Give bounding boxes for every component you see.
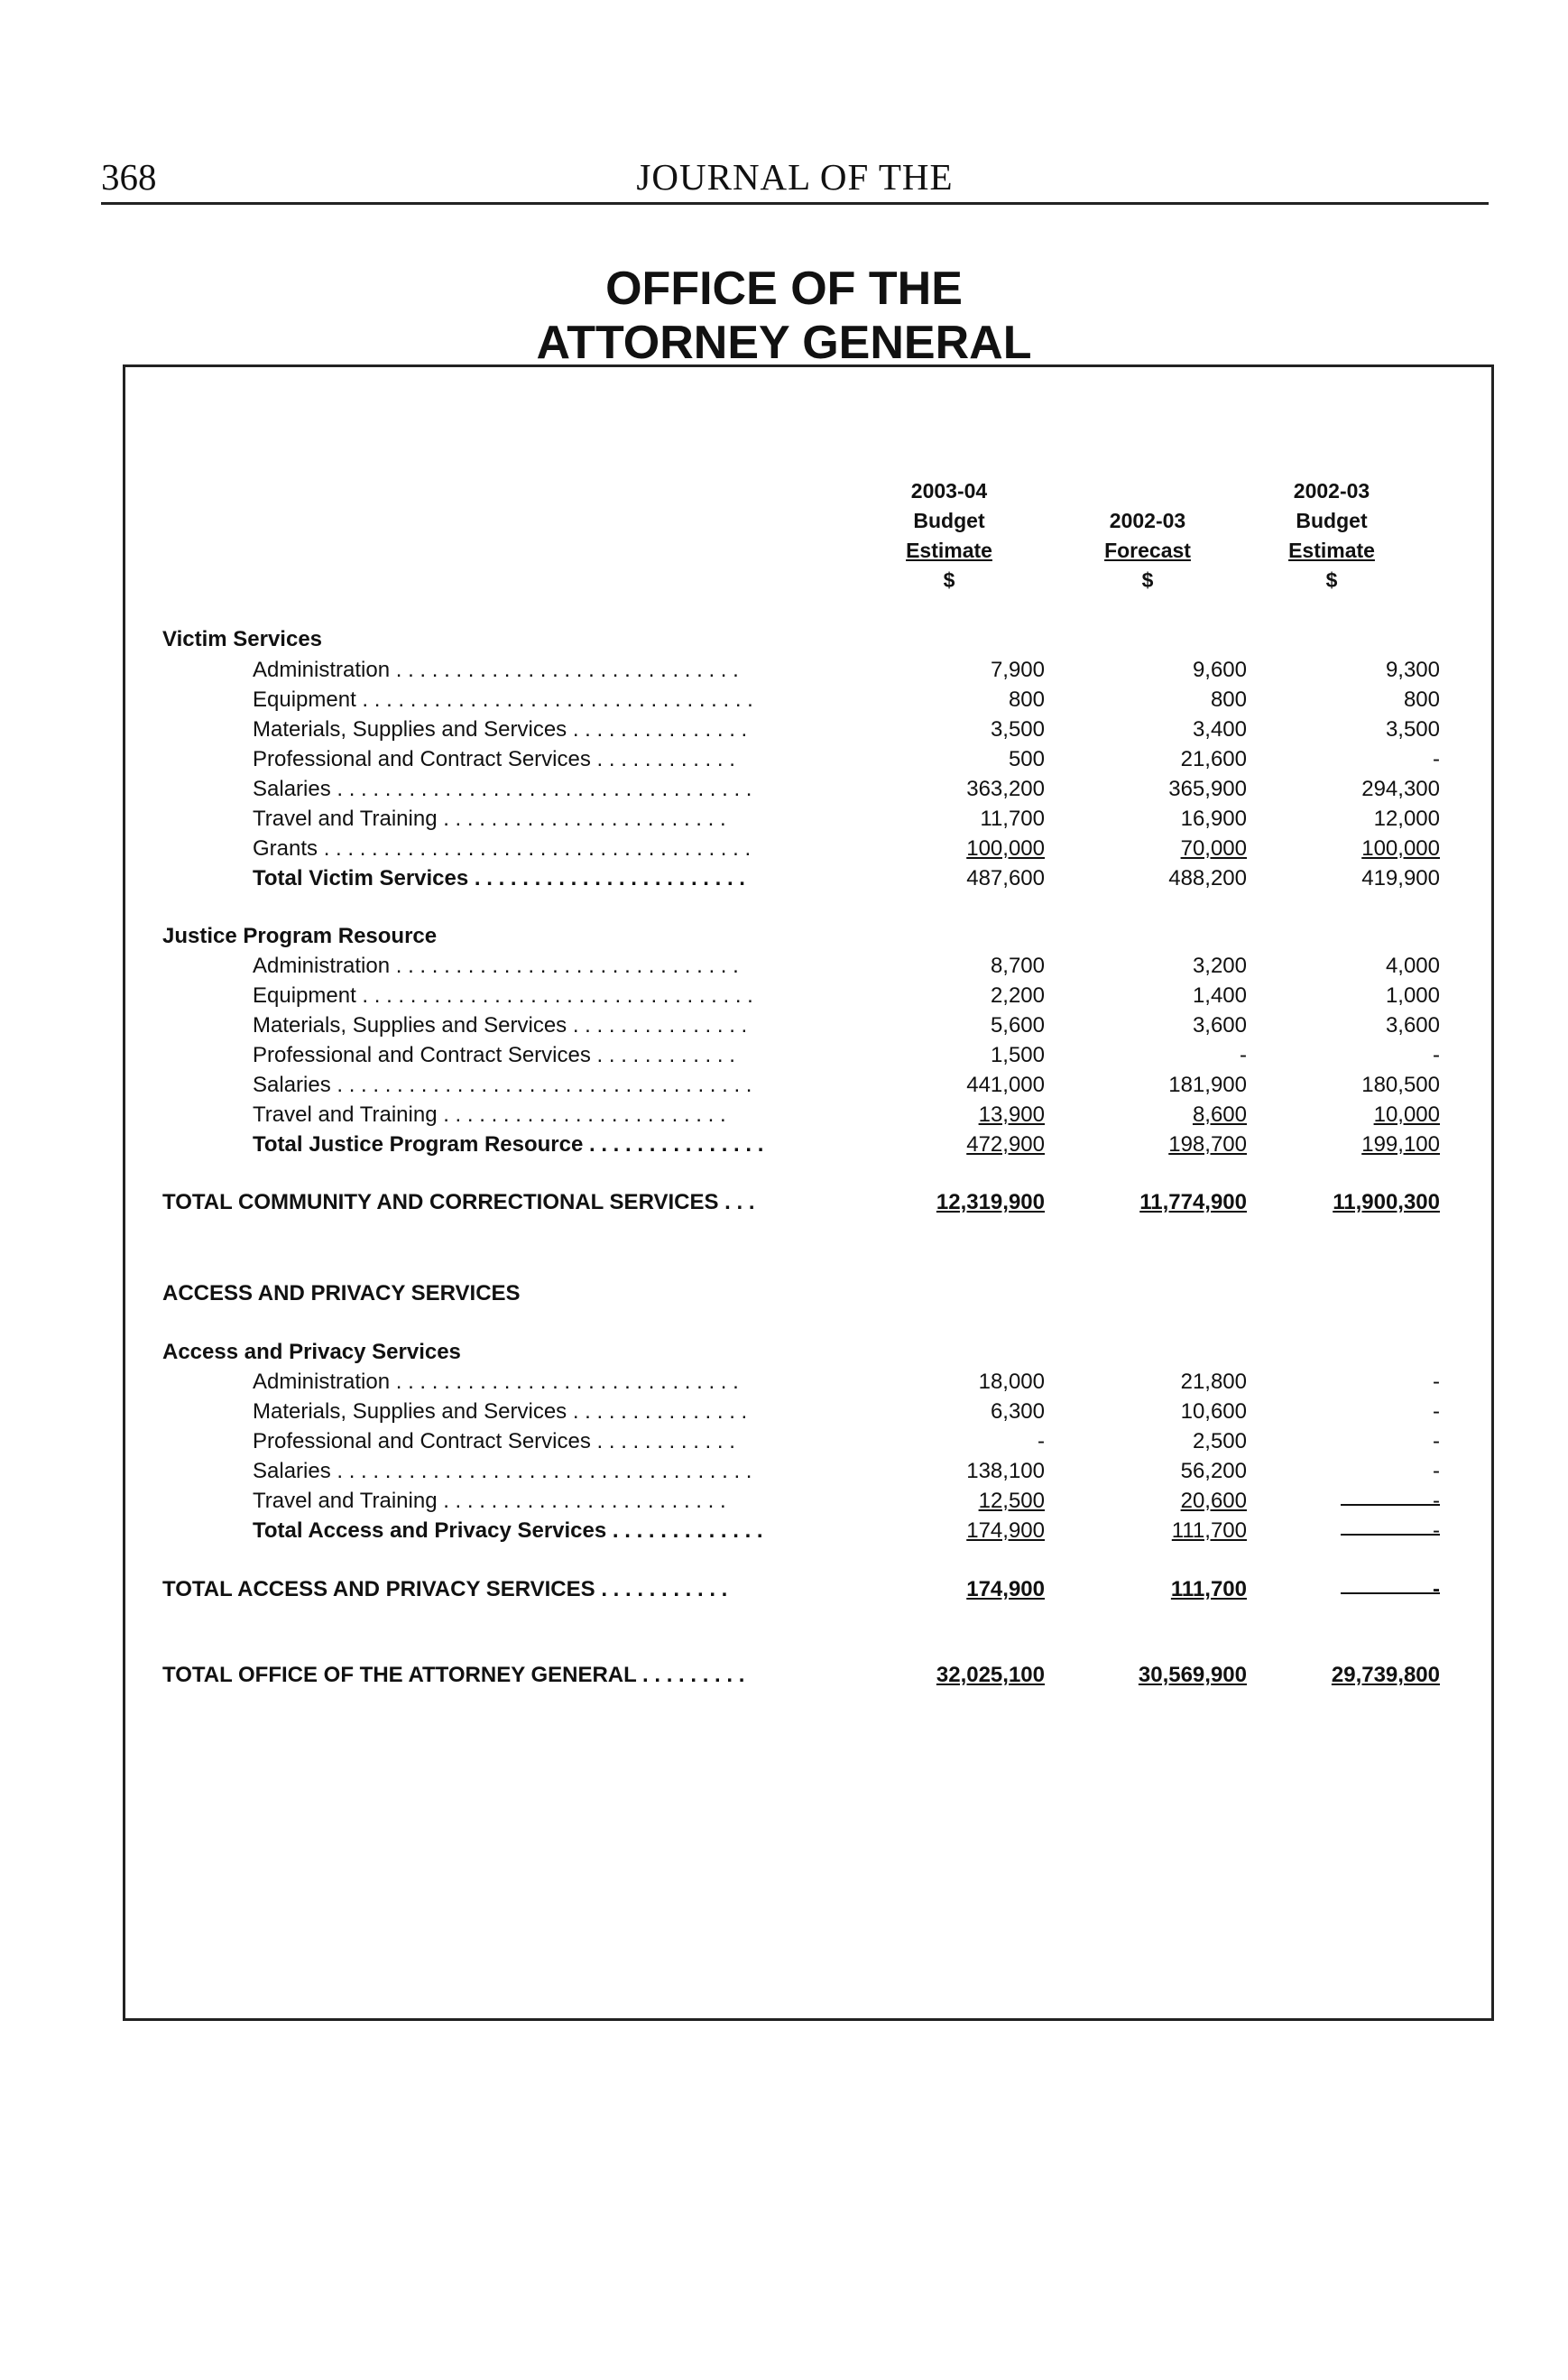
row-value: 56,200 — [1180, 1459, 1247, 1483]
row-value-text: - — [1433, 1489, 1440, 1513]
row-value: 441,000 — [966, 1073, 1045, 1097]
row-value: 199,100 — [1361, 1132, 1440, 1157]
table-row — [0, 1397, 1568, 1426]
row-label: Materials, Supplies and Services . . . . . . . . . . . . . . . — [253, 717, 748, 742]
row-label: Administration . . . . . . . . . . . . . . . . . . . . . . . . . . . . . — [253, 954, 739, 978]
row-value: - — [1433, 1399, 1440, 1424]
office-title-line1: OFFICE OF THE — [605, 263, 963, 315]
row-value: 419,900 — [1361, 866, 1440, 890]
row-label: Justice Program Resource — [162, 924, 438, 948]
row-value: 363,200 — [966, 777, 1045, 801]
table-row — [0, 804, 1568, 834]
table-row — [0, 834, 1568, 863]
column-header-line1: 2002-03 — [1293, 479, 1370, 503]
row-value: 7,900 — [990, 658, 1045, 682]
row-value: 9,600 — [1192, 658, 1247, 682]
row-value: 5,600 — [990, 1013, 1045, 1038]
row-label: Materials, Supplies and Services . . . . . . . . . . . . . . . — [253, 1013, 748, 1038]
table-row — [0, 1070, 1568, 1100]
table-row — [0, 921, 1568, 951]
row-label: Travel and Training . . . . . . . . . . . . . . . . . . . . . . . . — [253, 1489, 726, 1513]
page-number: 368 — [101, 156, 157, 198]
row-value: 500 — [1008, 747, 1045, 771]
table-row — [0, 1516, 1568, 1545]
row-value: 11,700 — [980, 807, 1045, 831]
row-value: 21,600 — [1180, 747, 1247, 771]
row-value: 100,000 — [966, 836, 1045, 861]
row-value: 488,200 — [1168, 866, 1247, 890]
row-value: 9,300 — [1385, 658, 1440, 682]
row-value: - — [1038, 1429, 1045, 1453]
row-label: TOTAL COMMUNITY AND CORRECTIONAL SERVICES . . . — [162, 1190, 755, 1214]
row-label: Salaries . . . . . . . . . . . . . . . . . . . . . . . . . . . . . . . . . . . — [253, 1073, 752, 1097]
table-row — [0, 624, 1568, 654]
table-row — [0, 1660, 1568, 1690]
column-header-line2: Budget — [913, 509, 985, 532]
row-value: 3,600 — [1192, 1013, 1247, 1038]
table-row — [0, 744, 1568, 774]
column-header — [1223, 476, 1440, 595]
row-label: TOTAL ACCESS AND PRIVACY SERVICES . . . . . . . . . . . — [162, 1577, 728, 1601]
row-value: - — [1433, 1429, 1440, 1453]
row-value: 111,700 — [1170, 1577, 1247, 1601]
row-label: Administration . . . . . . . . . . . . . . . . . . . . . . . . . . . . . — [253, 658, 739, 682]
table-row — [0, 655, 1568, 685]
row-value: 3,200 — [1192, 954, 1247, 978]
row-value: 198,700 — [1168, 1132, 1247, 1157]
table-row — [0, 1456, 1568, 1486]
page-header — [101, 153, 1489, 205]
column-header — [841, 476, 1057, 595]
column-header-line3: Estimate — [906, 539, 992, 562]
table-row — [0, 774, 1568, 804]
row-value: 70,000 — [1180, 836, 1247, 861]
row-value: 16,900 — [1180, 807, 1247, 831]
office-title-line2: ATTORNEY GENERAL — [536, 317, 1032, 369]
row-value: 12,500 — [978, 1489, 1045, 1513]
row-value: 174,900 — [966, 1518, 1045, 1543]
row-value: 111,700 — [1171, 1518, 1247, 1543]
row-value — [1241, 1486, 1440, 1516]
row-label: TOTAL OFFICE OF THE ATTORNEY GENERAL . . . . . . . . . — [162, 1663, 745, 1687]
row-label: Grants . . . . . . . . . . . . . . . . . . . . . . . . . . . . . . . . . . . . — [253, 836, 752, 861]
row-value: - — [1433, 1370, 1440, 1394]
row-label: Travel and Training . . . . . . . . . . . . . . . . . . . . . . . . — [253, 807, 726, 831]
row-value — [1241, 1574, 1440, 1604]
row-value: 29,739,800 — [1331, 1663, 1440, 1687]
column-header-line2: 2002-03 — [1109, 509, 1186, 532]
row-value: 3,600 — [1385, 1013, 1440, 1038]
table-row — [0, 1486, 1568, 1516]
row-value: 20,600 — [1180, 1489, 1247, 1513]
row-label: Access and Privacy Services — [162, 1340, 461, 1364]
row-value: 3,500 — [1385, 717, 1440, 742]
table-row — [0, 863, 1568, 893]
row-value: 3,500 — [990, 717, 1045, 742]
row-value: 365,900 — [1168, 777, 1247, 801]
table-row — [0, 951, 1568, 981]
row-value — [1241, 1516, 1440, 1545]
row-label: Professional and Contract Services . . . . . . . . . . . . — [253, 1429, 735, 1453]
row-value: - — [1240, 1043, 1247, 1067]
row-label: Total Victim Services . . . . . . . . . . . . . . . . . . . . . . . — [253, 866, 745, 890]
row-value: 30,569,900 — [1138, 1663, 1247, 1687]
row-value: 294,300 — [1361, 777, 1440, 801]
row-value: 100,000 — [1361, 836, 1440, 861]
row-value: 4,000 — [1385, 954, 1440, 978]
row-value: 6,300 — [990, 1399, 1045, 1424]
table-row — [0, 1278, 1568, 1308]
row-value: 472,900 — [966, 1132, 1045, 1157]
row-label: Total Justice Program Resource . . . . . . . . . . . . . . . — [253, 1132, 764, 1157]
column-header-line3: Estimate — [1288, 539, 1375, 562]
row-label: Equipment . . . . . . . . . . . . . . . . . . . . . . . . . . . . . . . . . — [253, 687, 753, 712]
column-header-line1: 2003-04 — [910, 479, 988, 503]
table-row — [0, 981, 1568, 1010]
table-row — [0, 715, 1568, 744]
row-label: Equipment . . . . . . . . . . . . . . . . . . . . . . . . . . . . . . . . . — [253, 983, 753, 1008]
row-value: 138,100 — [966, 1459, 1045, 1483]
row-label: Salaries . . . . . . . . . . . . . . . . . . . . . . . . . . . . . . . . . . . — [253, 777, 752, 801]
row-label: ACCESS AND PRIVACY SERVICES — [162, 1281, 521, 1305]
row-value: 12,000 — [1373, 807, 1440, 831]
row-value: 18,000 — [978, 1370, 1045, 1394]
row-value: 800 — [1403, 687, 1440, 712]
journal-title: JOURNAL OF THE — [636, 156, 954, 198]
row-label: Travel and Training . . . . . . . . . . . . . . . . . . . . . . . . — [253, 1102, 726, 1127]
column-header-line3: Forecast — [1104, 539, 1191, 562]
row-value: 800 — [1008, 687, 1045, 712]
row-value: 1,000 — [1385, 983, 1440, 1008]
row-label: Total Access and Privacy Services . . . . . . . . . . . . . — [253, 1518, 763, 1543]
row-value: 8,600 — [1192, 1102, 1247, 1127]
table-row — [0, 1574, 1568, 1604]
row-value: 8,700 — [990, 954, 1045, 978]
row-value: 3,400 — [1192, 717, 1247, 742]
row-label: Professional and Contract Services . . . . . . . . . . . . — [253, 747, 735, 771]
row-value: 13,900 — [978, 1102, 1045, 1127]
row-label: Materials, Supplies and Services . . . . . . . . . . . . . . . — [253, 1399, 748, 1424]
column-header-line2: Budget — [1296, 509, 1368, 532]
table-row — [0, 1100, 1568, 1130]
row-value: 174,900 — [966, 1577, 1045, 1601]
row-value: 487,600 — [966, 866, 1045, 890]
table-row — [0, 1130, 1568, 1159]
row-value: 1,400 — [1192, 983, 1247, 1008]
table-row — [0, 1010, 1568, 1040]
table-row — [0, 1426, 1568, 1456]
row-value: 12,319,900 — [936, 1190, 1045, 1214]
row-label: Professional and Contract Services . . . . . . . . . . . . — [253, 1043, 735, 1067]
row-value: - — [1433, 1043, 1440, 1067]
row-value: 21,800 — [1180, 1370, 1247, 1394]
row-value: 32,025,100 — [936, 1663, 1045, 1687]
row-value-text: - — [1433, 1518, 1440, 1543]
row-value: 2,500 — [1192, 1429, 1247, 1453]
column-header-unit: $ — [943, 568, 955, 592]
row-value: 10,600 — [1180, 1399, 1247, 1424]
table-row — [0, 1040, 1568, 1070]
row-value: 11,900,300 — [1333, 1190, 1440, 1214]
column-header-unit: $ — [1141, 568, 1154, 592]
row-value: - — [1433, 1459, 1440, 1483]
row-value: 2,200 — [990, 983, 1045, 1008]
row-label: Administration . . . . . . . . . . . . . . . . . . . . . . . . . . . . . — [253, 1370, 739, 1394]
row-value: 181,900 — [1168, 1073, 1247, 1097]
row-value-text: - — [1433, 1577, 1440, 1601]
row-value: 1,500 — [990, 1043, 1045, 1067]
row-value: 11,774,900 — [1139, 1190, 1247, 1214]
row-label: Victim Services — [162, 627, 323, 651]
office-title — [0, 262, 1568, 370]
row-value: 180,500 — [1361, 1073, 1440, 1097]
row-value: - — [1433, 747, 1440, 771]
row-label: Salaries . . . . . . . . . . . . . . . . . . . . . . . . . . . . . . . . . . . — [253, 1459, 752, 1483]
row-value: 800 — [1210, 687, 1247, 712]
table-row — [0, 685, 1568, 715]
row-value: 10,000 — [1373, 1102, 1440, 1127]
table-row — [0, 1367, 1568, 1397]
table-row — [0, 1337, 1568, 1367]
table-row — [0, 1187, 1568, 1217]
column-header-unit: $ — [1325, 568, 1338, 592]
